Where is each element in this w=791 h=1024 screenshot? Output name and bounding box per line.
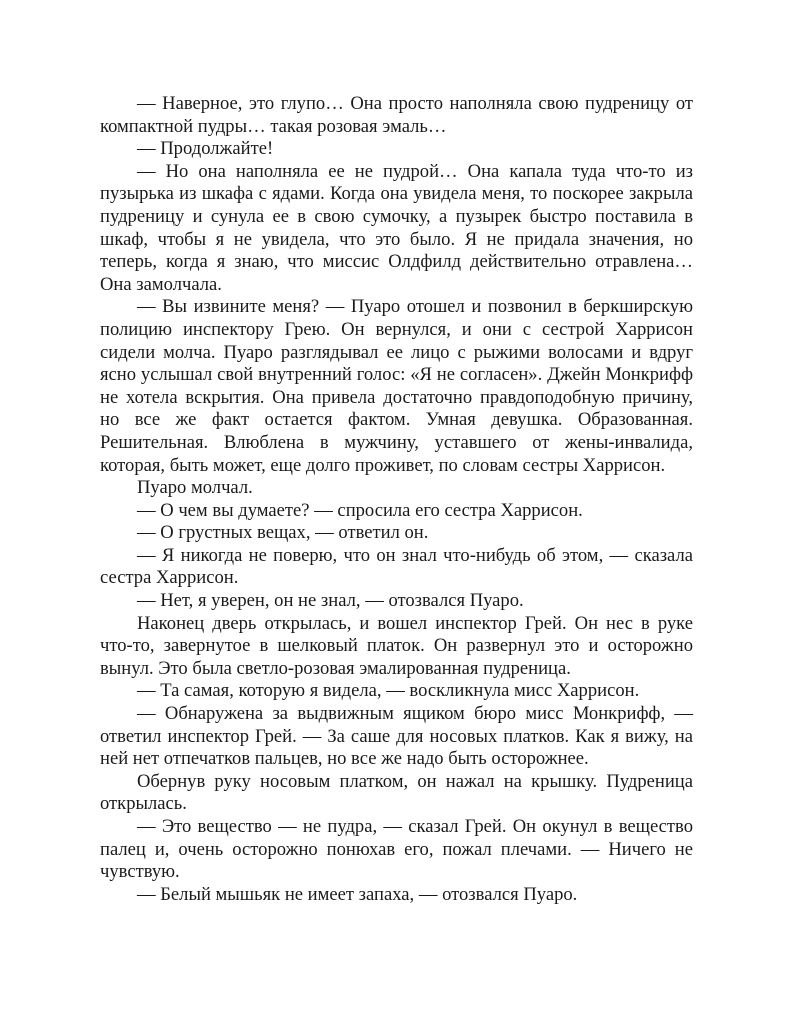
paragraph: — О грустных вещах, — ответил он. [137, 522, 429, 544]
paragraph: — Та самая, которую я видела, — воскликнула мисс Харрисон. [137, 680, 640, 702]
paragraph: — О чем вы думаете? — спросила его сестра Харрисон. [137, 499, 583, 521]
paragraph: — Продолжайте! [137, 138, 274, 160]
paragraph: — Наверное, это глупо… Она просто наполняла свою пудреницу от компактной пудры… такая розовая эмаль… [100, 93, 693, 137]
document-page [100, 93, 693, 906]
paragraph: — Но она наполняла ее не пудрой… Она капала туда что-то из пузырька из шкафа с ядами. Когда она увидела меня, то поскорее закрыла пудреницу и сунула ее в свою сумочку, а пузырек быстро поставила в шкаф, чтобы я не увидела, что это было. Я не придала значения, но теперь, когда я знаю, что миссис Олдфилд действительно отравлена… Она замолчала. [100, 160, 693, 295]
paragraph: Пуаро молчал. [137, 477, 253, 499]
paragraph: — Я никогда не поверю, что он знал что-нибудь об этом, — сказала сестра Харрисон. [100, 544, 693, 589]
paragraph: — Обнаружена за выдвижным ящиком бюро мисс Монкрифф, — ответил инспектор Грей. — За саше для носовых платков. Как я вижу, на ней нет отпечатков пальцев, но все же надо быть осторожнее. [100, 703, 693, 770]
paragraph: — Вы извините меня? — Пуаро отошел и позвонил в беркширскую полицию инспектору Грею. Он вернулся, и они с сестрой Харрисон сидели молча. Пуаро разглядывал ее лицо с рыжими волосами и вдруг ясно услышал свой внутренний голос: «Я не согласен». Джейн Монкрифф не хотела вскрытия. Она привела достаточно правдоподобную причину, но все же факт остается фактом. Умная девушка. Образованная. Решительная. Влюблена в мужчину, уставшего от жены-инвалида, которая, быть может, еще долго проживет, по словам сестры Харрисон. [100, 296, 693, 476]
paragraph: — Белый мышьяк не имеет запаха, — отозвался Пуаро. [137, 883, 578, 905]
paragraph: Обернув руку носовым платком, он нажал на крышку. Пудреница открылась. [100, 770, 693, 815]
paragraph: — Это вещество — не пудра, — сказал Грей. Он окунул в вещество палец и, очень осторожно понюхав его, пожал плечами. — Ничего не чувствую. [100, 816, 693, 883]
paragraph: Наконец дверь открылась, и вошел инспектор Грей. Он нес в руке что-то, завернутое в шелковый платок. Он развернул это и осторожно вынул. Это была светло-розовая эмалированная пудреница. [100, 612, 693, 679]
paragraph: — Нет, я уверен, он не знал, — отозвался Пуаро. [137, 590, 524, 612]
